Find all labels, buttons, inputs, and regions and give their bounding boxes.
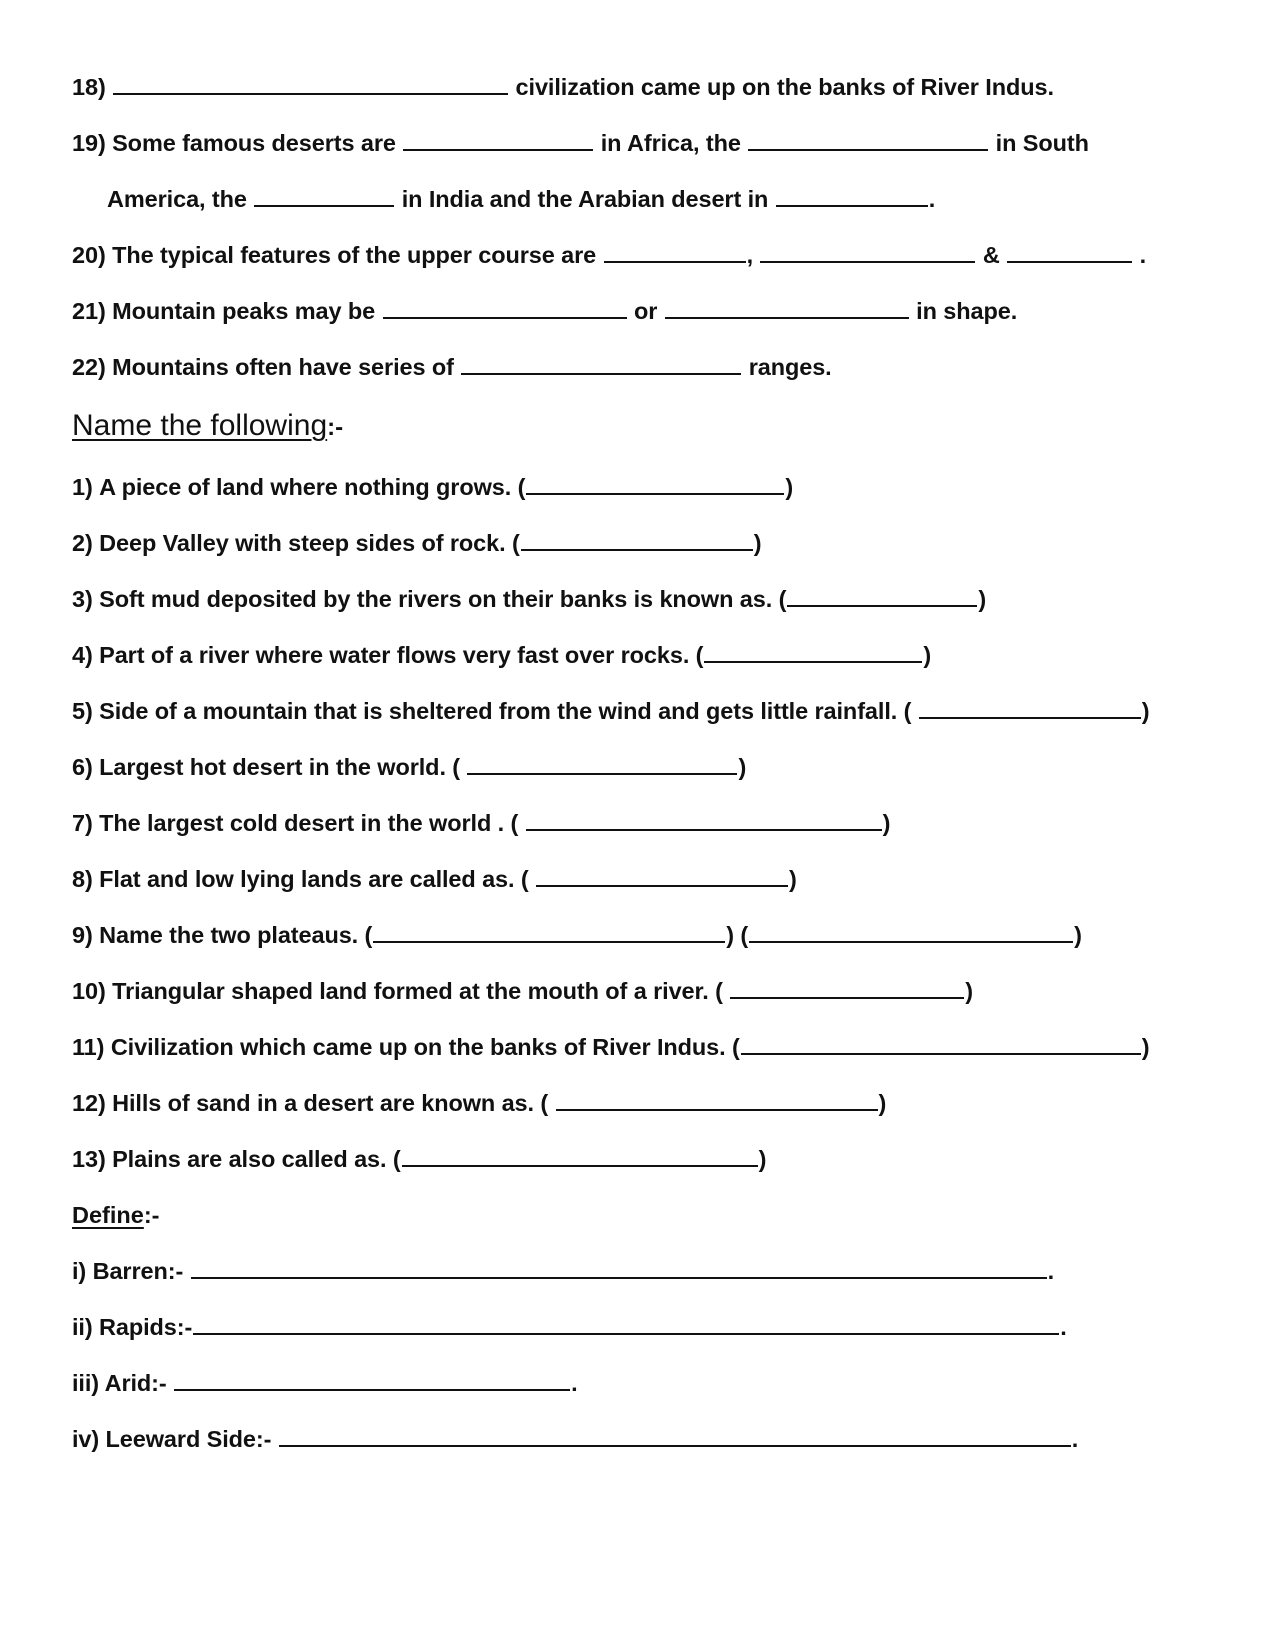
answer-blank[interactable]	[556, 1089, 878, 1111]
answer-blank[interactable]	[526, 473, 784, 495]
item-text: Plains are also called as. (	[112, 1146, 401, 1172]
answer-blank[interactable]	[254, 185, 394, 207]
question-text: in Africa, the	[600, 130, 741, 156]
section-title: Name the following	[72, 409, 328, 442]
name-item-2	[72, 528, 761, 558]
answer-blank[interactable]	[704, 641, 922, 663]
answer-blank[interactable]	[749, 921, 1073, 943]
name-item-6	[72, 752, 746, 782]
answer-blank[interactable]	[787, 585, 977, 607]
item-number: 8)	[72, 866, 93, 892]
section-suffix: :-	[143, 1202, 160, 1228]
name-item-9	[72, 920, 1082, 950]
question-number: 18)	[72, 74, 106, 100]
item-text: Civilization which came up on the banks of River Indus. (	[110, 1034, 740, 1060]
answer-blank[interactable]	[279, 1425, 1071, 1447]
item-text: Side of a mountain that is sheltered from the wind and gets little rainfall. (	[99, 698, 912, 724]
question-text: in shape.	[916, 298, 1018, 324]
question-text: Mountains often have series of	[112, 354, 454, 380]
answer-blank[interactable]	[526, 809, 882, 831]
answer-blank[interactable]	[174, 1369, 570, 1391]
item-text: Largest hot desert in the world. (	[99, 754, 461, 780]
question-21	[72, 296, 1017, 326]
item-number: 5)	[72, 698, 93, 724]
question-text: civilization came up on the banks of River Indus.	[515, 74, 1054, 100]
name-item-3	[72, 584, 986, 614]
name-item-13	[72, 1144, 766, 1174]
question-text: or	[633, 298, 658, 324]
answer-blank[interactable]	[536, 865, 788, 887]
define-item-4	[72, 1424, 1078, 1454]
close-paren: )	[923, 642, 932, 668]
question-text: ,	[746, 242, 754, 268]
name-item-1	[72, 472, 793, 502]
answer-blank[interactable]	[191, 1257, 1047, 1279]
question-text: Mountain peaks may be	[112, 298, 376, 324]
question-text: Some famous deserts are	[112, 130, 396, 156]
close-paren: )	[758, 1146, 767, 1172]
item-text: Part of a river where water flows very fast over rocks. (	[99, 642, 704, 668]
question-number: 20)	[72, 242, 106, 268]
question-text: in South	[995, 130, 1089, 156]
item-number: 10)	[72, 978, 106, 1004]
answer-blank[interactable]	[776, 185, 928, 207]
answer-blank[interactable]	[193, 1313, 1059, 1335]
item-number: 11)	[72, 1034, 105, 1060]
question-number: 22)	[72, 354, 106, 380]
close-paren: )	[878, 1090, 887, 1116]
answer-blank[interactable]	[373, 921, 725, 943]
define-label: i) Barren:-	[72, 1258, 184, 1284]
name-item-4	[72, 640, 931, 670]
define-item-1	[72, 1256, 1054, 1286]
answer-blank[interactable]	[760, 241, 975, 263]
question-number: 19)	[72, 130, 106, 156]
name-item-8	[72, 864, 797, 894]
item-number: 7)	[72, 810, 93, 836]
item-number: 9)	[72, 922, 93, 948]
define-heading	[72, 1200, 159, 1230]
question-text: in India and the Arabian desert in	[401, 186, 769, 212]
item-text: Hills of sand in a desert are known as. (	[112, 1090, 549, 1116]
section-suffix: :-	[327, 414, 344, 441]
answer-blank[interactable]	[461, 353, 741, 375]
answer-blank[interactable]	[467, 753, 737, 775]
close-paren: )	[753, 530, 762, 556]
line-end: .	[1047, 1258, 1055, 1284]
item-text: A piece of land where nothing grows. (	[99, 474, 526, 500]
question-text: The typical features of the upper course are	[112, 242, 597, 268]
question-text: .	[1139, 242, 1147, 268]
question-text: ranges.	[748, 354, 832, 380]
answer-blank[interactable]	[730, 977, 964, 999]
answer-blank[interactable]	[1007, 241, 1132, 263]
item-number: 2)	[72, 530, 93, 556]
define-label: iii) Arid:-	[72, 1370, 167, 1396]
answer-blank[interactable]	[521, 529, 753, 551]
question-22	[72, 352, 832, 382]
question-19	[72, 128, 1089, 158]
answer-blank[interactable]	[604, 241, 746, 263]
name-item-7	[72, 808, 890, 838]
item-text: Name the two plateaus. (	[99, 922, 373, 948]
name-item-5	[72, 696, 1150, 726]
question-text: .	[928, 186, 936, 212]
define-label: ii) Rapids:-	[72, 1314, 193, 1340]
question-18	[72, 72, 1054, 102]
close-paren: )	[1141, 698, 1150, 724]
define-item-2	[72, 1312, 1067, 1342]
line-end: .	[1060, 1314, 1067, 1340]
name-item-11	[72, 1032, 1149, 1062]
define-label: iv) Leeward Side:-	[72, 1426, 272, 1452]
answer-blank[interactable]	[919, 697, 1141, 719]
item-text: The largest cold desert in the world . (	[99, 810, 519, 836]
answer-blank[interactable]	[383, 297, 627, 319]
define-item-3	[72, 1368, 578, 1398]
answer-blank[interactable]	[665, 297, 909, 319]
line-end: .	[1071, 1426, 1079, 1452]
question-text: &	[982, 242, 1000, 268]
question-19-continued	[107, 184, 935, 214]
item-number: 3)	[72, 586, 93, 612]
name-item-12	[72, 1088, 886, 1118]
answer-blank[interactable]	[403, 129, 593, 151]
answer-blank[interactable]	[748, 129, 988, 151]
close-paren: )	[738, 754, 747, 780]
answer-blank[interactable]	[113, 73, 508, 95]
answer-blank[interactable]	[741, 1033, 1141, 1055]
line-end: .	[571, 1370, 578, 1396]
name-following-heading	[72, 408, 343, 446]
item-number: 13)	[72, 1146, 106, 1172]
item-number: 1)	[72, 474, 93, 500]
question-text: America, the	[107, 186, 247, 212]
item-number: 4)	[72, 642, 93, 668]
item-text: Soft mud deposited by the rivers on their banks is known as. (	[99, 586, 787, 612]
section-title: Define	[72, 1202, 144, 1228]
close-paren: )	[1141, 1034, 1150, 1060]
question-20	[72, 240, 1146, 270]
question-number: 21)	[72, 298, 106, 324]
item-number: 12)	[72, 1090, 106, 1116]
close-paren: )	[965, 978, 974, 1004]
close-paren: )	[1074, 922, 1082, 948]
name-item-10	[72, 976, 973, 1006]
mid-paren: ) (	[726, 922, 749, 948]
close-paren: )	[785, 474, 794, 500]
item-number: 6)	[72, 754, 93, 780]
close-paren: )	[789, 866, 797, 892]
answer-blank[interactable]	[402, 1145, 758, 1167]
item-text: Triangular shaped land formed at the mouth of a river. (	[112, 978, 723, 1004]
item-text: Flat and low lying lands are called as. (	[99, 866, 529, 892]
item-text: Deep Valley with steep sides of rock. (	[99, 530, 520, 556]
close-paren: )	[882, 810, 891, 836]
close-paren: )	[978, 586, 987, 612]
